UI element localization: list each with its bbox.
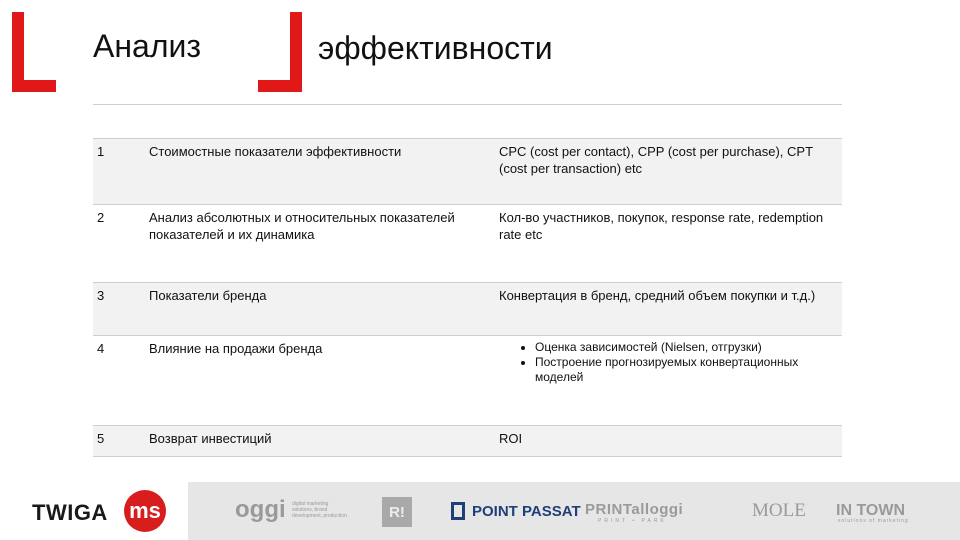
table-row <box>93 205 842 283</box>
twiga-logo: TWIGA <box>32 500 108 525</box>
right-bracket-foot <box>258 80 302 92</box>
row-metric-description: Конвертация в бренд, средний объем покупки и т.д.) <box>495 283 842 336</box>
oggi-logo: oggi <box>235 496 286 523</box>
row-number: 3 <box>93 283 145 336</box>
table-row <box>93 139 842 205</box>
row-metric-description: ROI <box>495 426 842 457</box>
row-metric-name: Возврат инвестиций <box>145 426 495 457</box>
r-logo: R! <box>382 497 412 527</box>
row-metric-name: Показатели бренда <box>145 283 495 336</box>
bullet-item: • Оценка зависимостей (Nielsen, отгрузки) <box>535 340 838 355</box>
ms-logo-text: ms <box>129 498 161 523</box>
row-metric-name: Стоимостные показатели эффективности <box>145 139 495 205</box>
header-divider <box>93 104 842 105</box>
table-row <box>93 336 842 426</box>
in-town-subtitle: solutions of marketing <box>838 518 909 524</box>
row-number: 4 <box>93 336 145 426</box>
ms-logo-circle <box>124 490 166 532</box>
point-passat-icon <box>451 502 465 520</box>
title-part2: эффективности <box>318 30 553 66</box>
bullet-list <box>499 340 838 385</box>
in-town-logo: IN TOWN <box>836 502 906 519</box>
point-passat-logo: POINT PASSAT <box>472 503 581 520</box>
oggi-tagline: digital marketing solutions, brand development, production <box>292 501 347 519</box>
mole-logo: MOLE <box>752 500 806 521</box>
right-bracket-decoration <box>258 12 302 92</box>
row-metric-description: CPC (cost per contact), CPP (cost per purchase), CPT (cost per transaction) etc <box>495 139 842 205</box>
table-row <box>93 283 842 336</box>
row-metric-description: Кол-во участников, покупок, response rate, redemption rate etc <box>495 205 842 283</box>
row-number: 1 <box>93 139 145 205</box>
left-bracket-decoration <box>12 12 56 92</box>
row-metric-name: Анализ абсолютных и относительных показателей показателей и их динамика <box>145 205 495 283</box>
row-metric-description <box>495 336 842 426</box>
print-alloggi-subtitle: PRINT • PARK <box>598 518 667 524</box>
title-part1: Анализ <box>93 28 202 64</box>
row-number: 2 <box>93 205 145 283</box>
row-number: 5 <box>93 426 145 457</box>
print-alloggi-logo: PRINTalloggi <box>585 501 684 518</box>
table-row <box>93 426 842 457</box>
bullet-item: • Построение прогнозируемых конвертационных моделей <box>535 355 838 385</box>
metrics-table <box>93 138 842 457</box>
left-bracket-foot <box>12 80 56 92</box>
row-metric-name: Влияние на продажи бренда <box>145 336 495 426</box>
